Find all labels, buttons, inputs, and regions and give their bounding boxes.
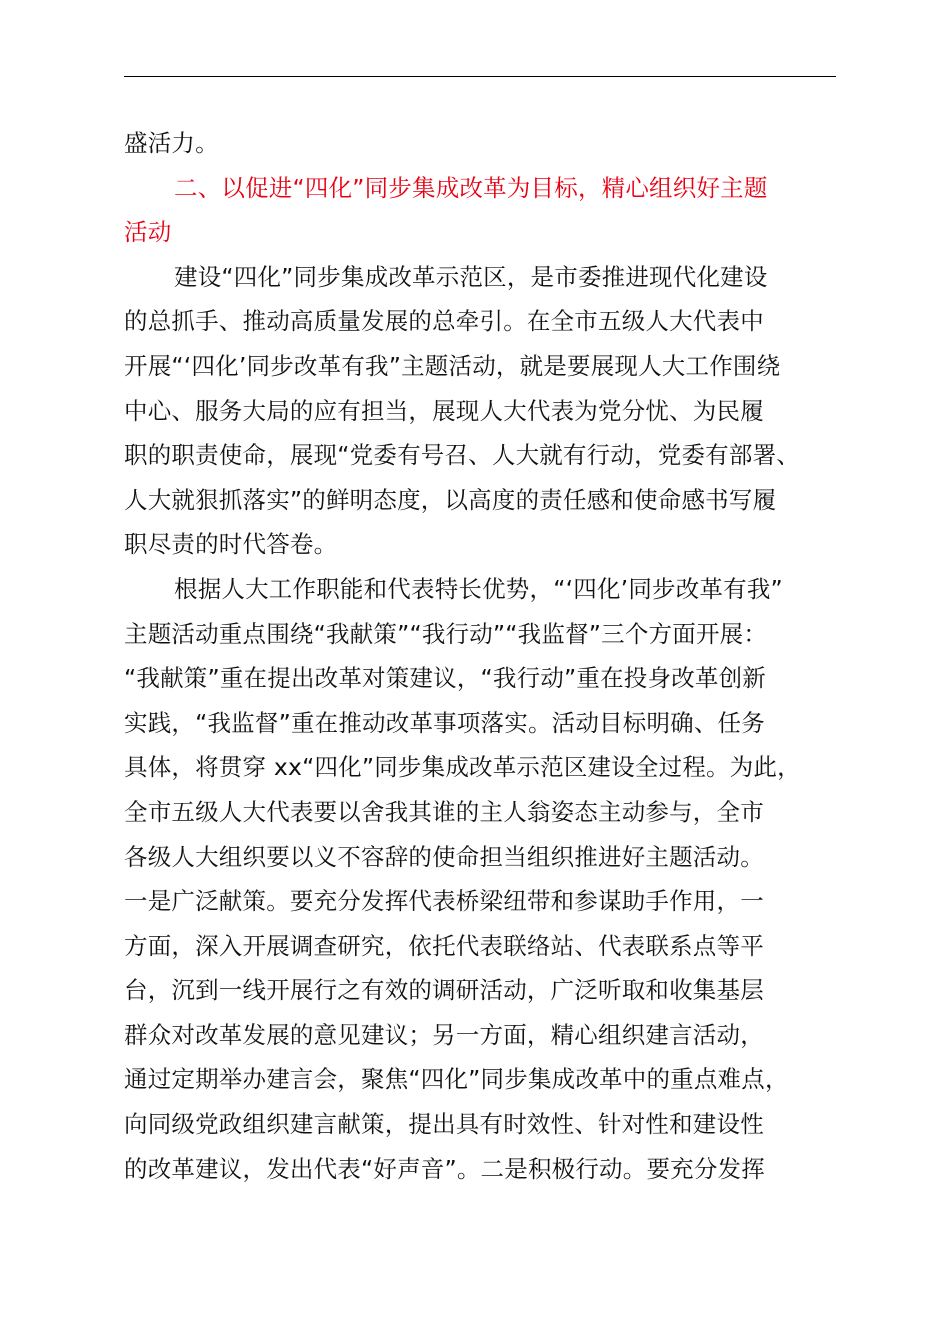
paragraph-line: 的总抓手、推动高质量发展的总牵引。在全市五级人大代表中 [124,307,764,336]
paragraph-line: 台，沉到一线开展行之有效的调研活动，广泛听取和收集基层 [124,976,764,1005]
document-body [124,121,864,1191]
paragraph-line: 全市五级人大代表要以舍我其谁的主人翁姿态主动参与，全市 [124,797,764,826]
paragraph-line: 一是广泛献策。要充分发挥代表桥梁纽带和参谋助手作用，一 [124,887,764,916]
paragraph-line: 主题活动重点围绕“我献策”“我行动”“我监督”三个方面开展： [124,619,768,648]
paragraph-line: 盛活力。 [124,129,219,157]
paragraph-line: 人大就狠抓落实”的鲜明态度，以高度的责任感和使命感书写履 [124,485,777,514]
paragraph-line: 实践，“我监督”重在推动改革事项落实。活动目标明确、任务 [124,708,765,737]
paragraph-line: 具体，将贯穿 xx“四化”同步集成改革示范区建设全过程。为此， [124,753,801,782]
paragraph-line: “我献策”重在提出改革对策建议，“我行动”重在投身改革创新 [124,664,766,693]
paragraph-line: 的改革建议，发出代表“好声音”。二是积极行动。要充分发挥 [124,1154,765,1183]
section-heading-line: 活动 [124,218,172,247]
paragraph-line: 各级人大组织要以义不容辞的使命担当组织推进好主题活动。 [124,842,764,871]
paragraph-line: 根据人大工作职能和代表特长优势，“‘四化’同步改革有我” [174,574,783,603]
paragraph-line: 职的职责使命，展现“党委有号召、人大就有行动，党委有部署、 [124,441,800,470]
paragraph-line: 方面，深入开展调查研究，依托代表联络站、代表联系点等平 [124,931,764,960]
paragraph-line: 职尽责的时代答卷。 [124,530,338,559]
section-heading-line: 二、以促进“四化”同步集成改革为目标，精心组织好主题 [174,173,768,202]
paragraph-line: 向同级党政组织建言献策，提出具有时效性、针对性和建设性 [124,1110,764,1139]
paragraph-line: 通过定期举办建言会，聚焦“四化”同步集成改革中的重点难点， [124,1065,789,1094]
paragraph-line: 中心、服务大局的应有担当，展现人大代表为党分忧、为民履 [124,396,764,425]
paragraph-line: 群众对改革发展的意见建议；另一方面，精心组织建言活动， [124,1020,764,1049]
paragraph-line: 建设“四化”同步集成改革示范区，是市委推进现代化建设 [174,262,768,291]
paragraph-line: 开展“‘四化’同步改革有我”主题活动，就是要展现人大工作围绕 [124,351,781,380]
header-rule [124,76,836,77]
